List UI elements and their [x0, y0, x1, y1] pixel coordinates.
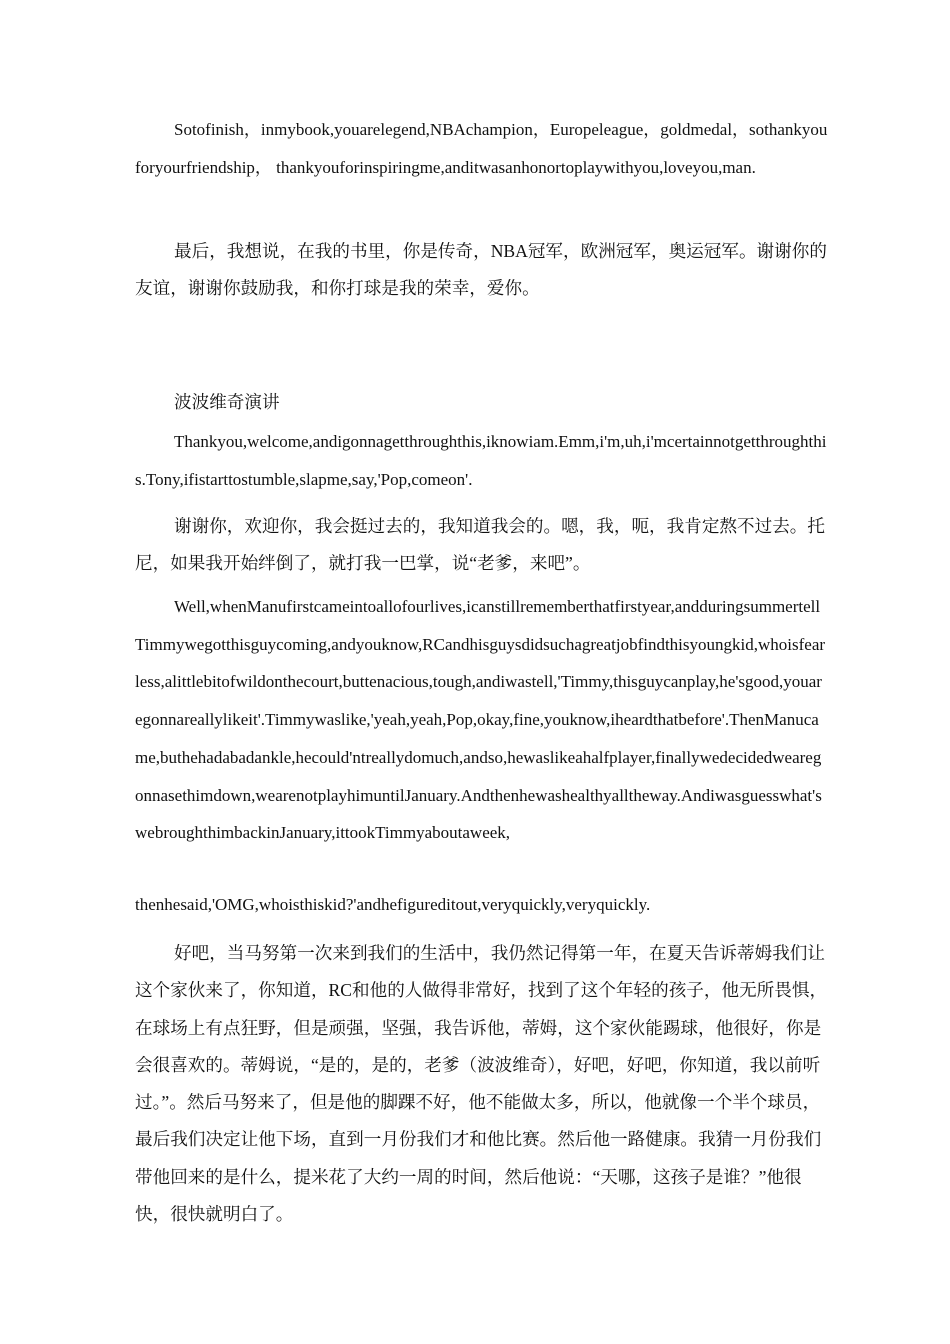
paragraph-3-english: Well,whenManufirstcameintoallofourlives,icanstillrememberthatfirstyear,andduringsummertellTimmywegotthisguycoming,andyouknow,RCandhisguysdidsuchagreatjobfindthisyoungkid,whoisfearless,alittlebitofwildonthecourt,buttenacious,tough,andiwastell,'Timmy,thisguycanplay,he'sgood,youaregonnareallylikeit'.Timmywaslike,'yeah,yeah,Pop,okay,fine,youknow,iheardthatbefore'.ThenManucame,buthehadabadankle,hecould'ntreallydomuch,andso,hewaslikeahalfplayer,finallywedecidedwearegonnasethimdown,wearenotplayhimuntilJanuary.Andthenhewashealthyalltheway.Andiwasguesswhat'swebroughthimbackinJanuary,ittookTimmyaboutaweek,: [135, 597, 826, 843]
paragraph-3-english-continued: thenhesaid,'OMG,whoisthiskid?'andhefigureditout,veryquickly,veryquickly.: [135, 895, 651, 914]
paragraph-2-english: Thankyou,welcome,andigonnagetthroughthis,iknowiam.Emm,i'm,uh,i'mcertainnotgetthroughthis.Tony,ifistarttostumble,slapme,say,'Pop,comeon'.: [135, 432, 827, 489]
paragraph-2-chinese: 谢谢你，欢迎你，我会挺过去的，我知道我会的。嗯，我，呃，我肯定熬不过去。托尼，如果我开始绊倒了，就打我一巴掌，说“老爹，来吧”。: [135, 516, 825, 574]
paragraph-3-chinese: 好吧，当马努第一次来到我们的生活中，我仍然记得第一年，在夏天告诉蒂姆我们让这个家伙来了，你知道，RC和他的人做得非常好，找到了这个年轻的孩子，他无所畏惧，在球场上有点狂野，但是顽强，坚强，我告诉他，蒂姆，这个家伙能踢球，他很好，你是会很喜欢的。蒂姆说，“是的，是的，老爹（波波维奇），好吧，好吧，你知道，我以前听过。”。然后马努来了，但是他的脚踝不好，他不能做太多，所以，他就像一个半个球员，最后我们决定让他下场，直到一月份我们才和他比赛。然后他一路健康。我猜一月份我们带他回来的是什么，提米花了大约一周的时间，然后他说：“天哪，这孩子是谁？”他很快，很快就明白了。: [135, 943, 828, 1225]
paragraph-1-english: Sotofinish，inmybook,youarelegend,NBAchampion，Europeleague，goldmedal，sothankyouforyourfriendship， thankyouforinspiringme,anditwasanhonortoplaywithyou,loveyou,man.: [135, 120, 828, 177]
paragraph-1-chinese: 最后，我想说，在我的书里，你是传奇，NBA冠军，欧洲冠军，奥运冠军。谢谢你的友谊，谢谢你鼓励我，和你打球是我的荣幸，爱你。: [135, 241, 827, 299]
section-heading: 波波维奇演讲: [174, 392, 280, 412]
